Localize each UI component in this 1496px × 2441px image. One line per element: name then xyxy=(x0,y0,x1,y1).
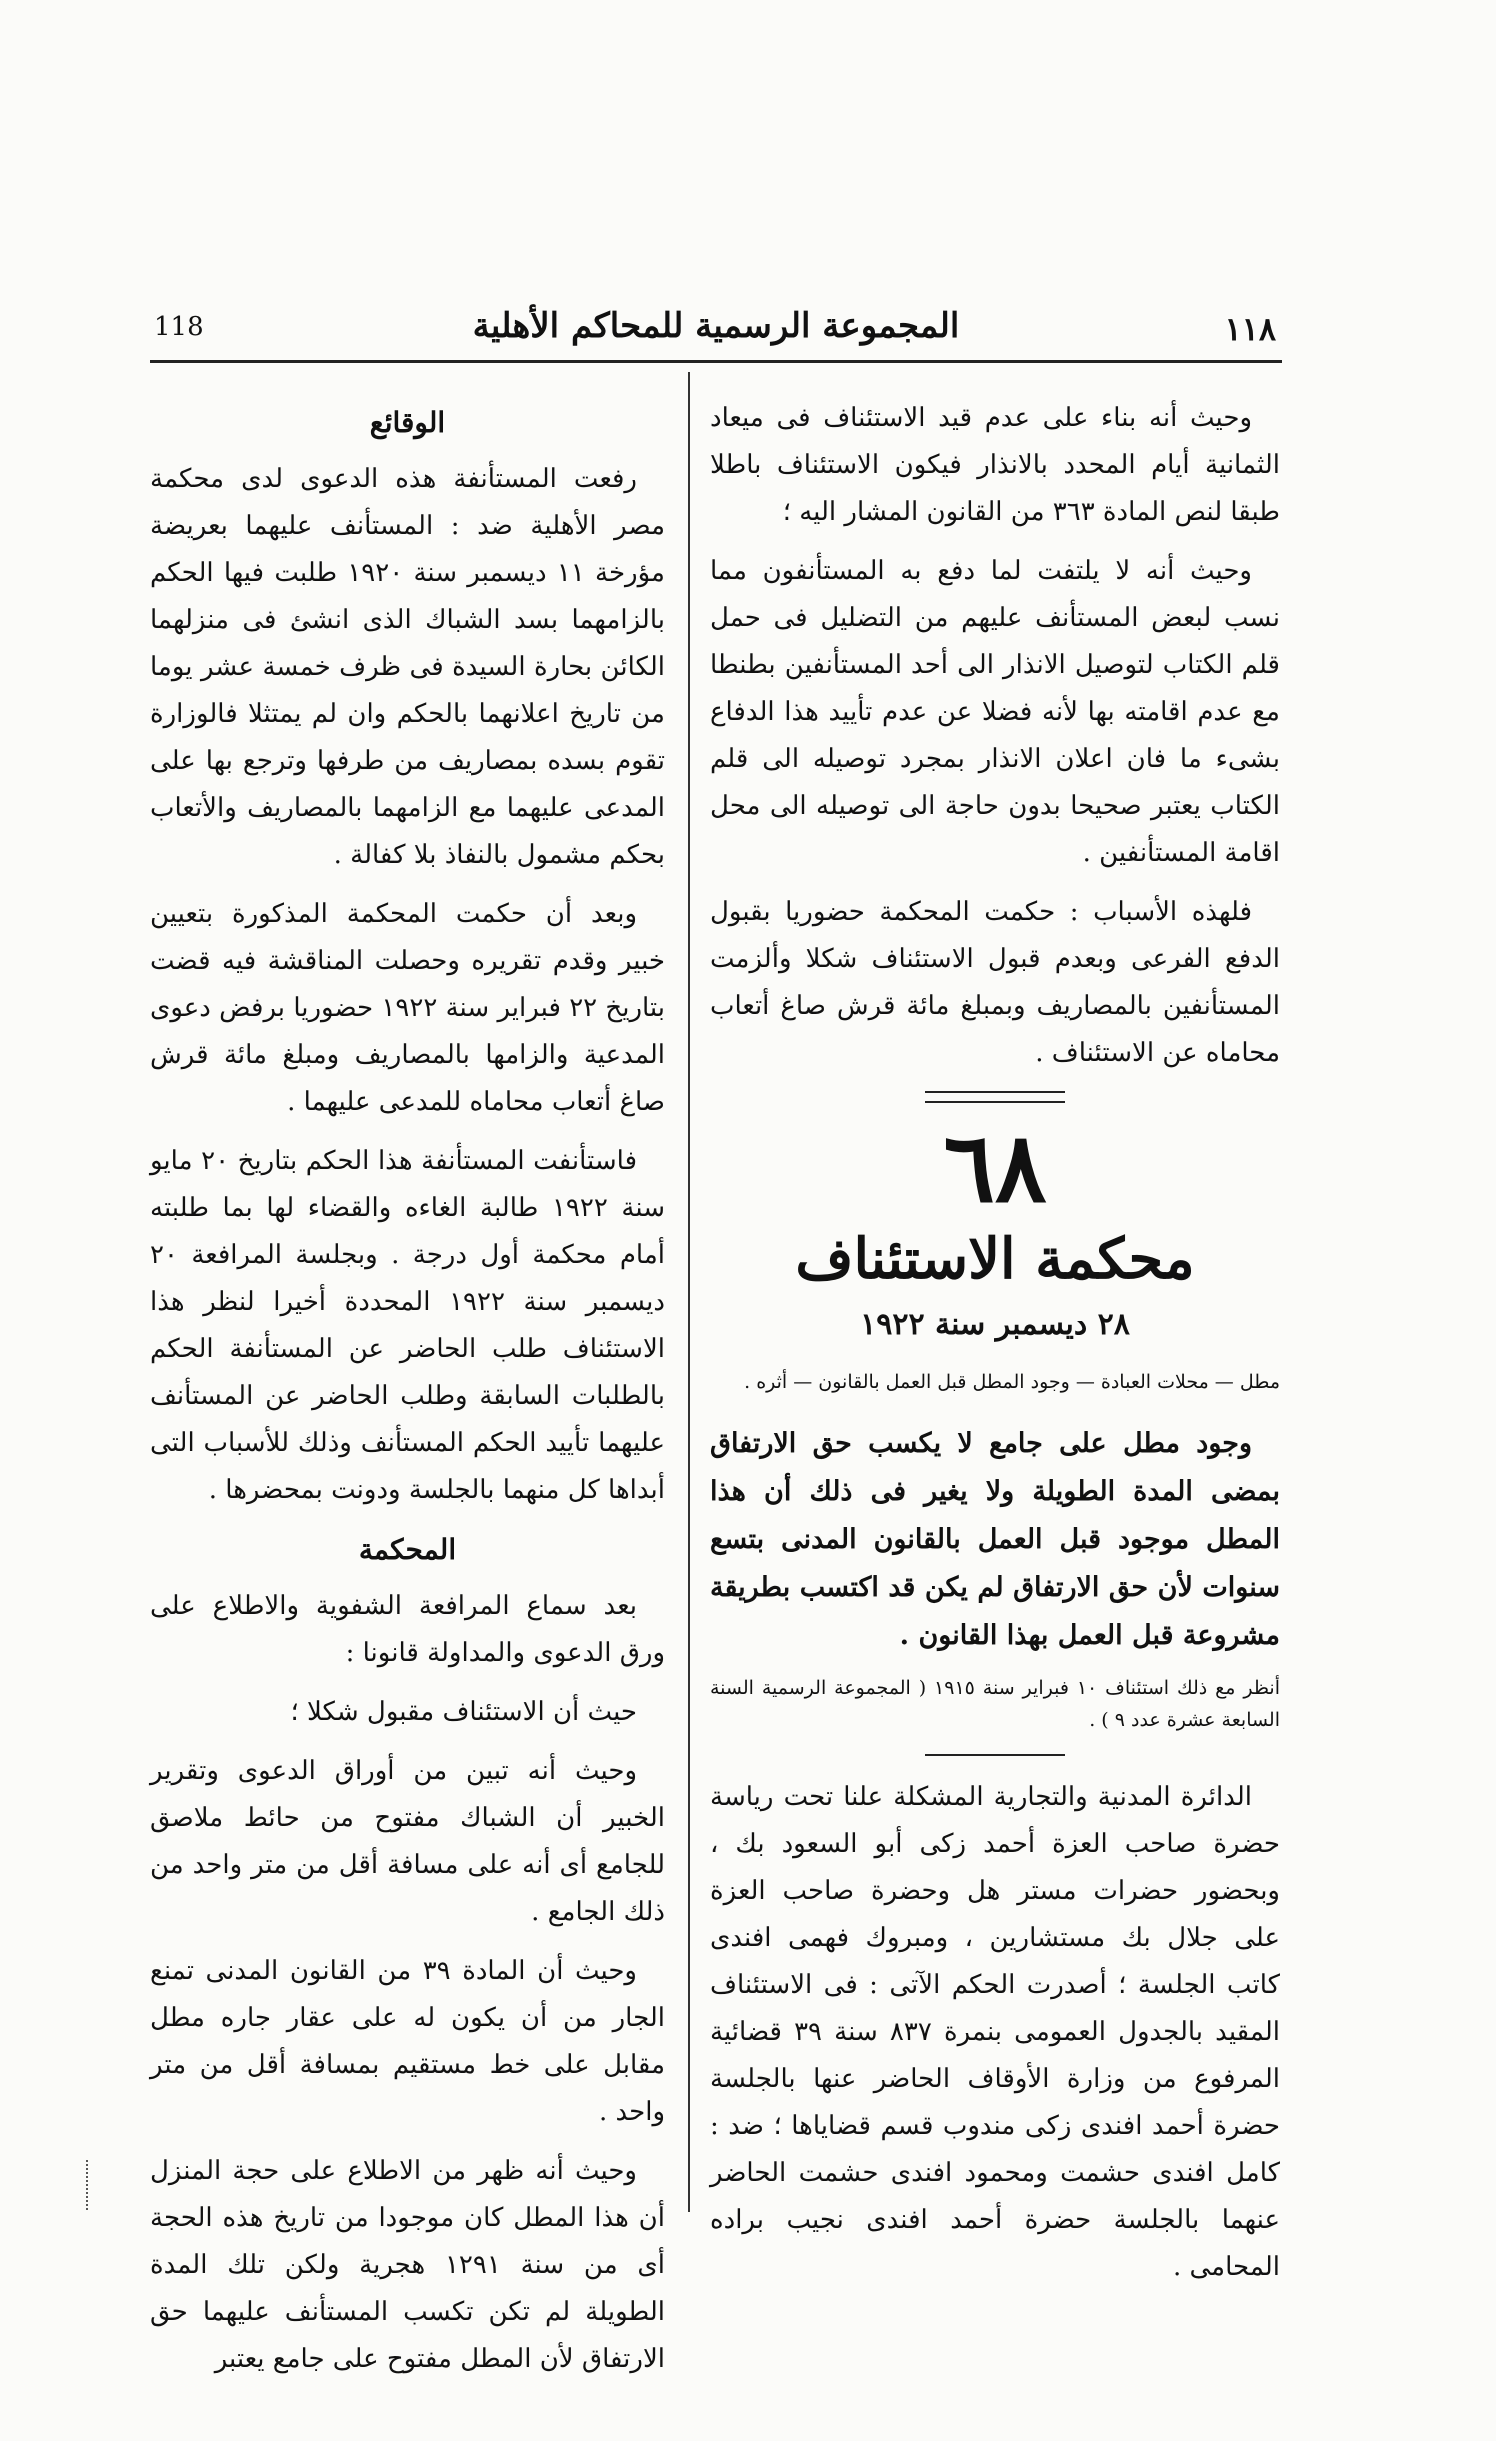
paragraph: بعد سماع المرافعة الشفوية والاطلاع على ورق الدعوى والمداولة قانونا : xyxy=(150,1591,665,1668)
paragraph: فاستأنفت المستأنفة هذا الحكم بتاريخ ٢٠ مايو سنة ١٩٢٢ طالبة الغاءه والقضاء لها بما طلبته أمام محكمة أول درجة . وبجلسة المرافعة ٢٠ ديسمبر سنة ١٩٢٢ المحددة أخيرا لنظر هذا الاستئناف طلب الحاضر عن المستأنفة الحكم بالطلبات السابقة وطلب الحاضر عن المستأنف عليهما تأييد الحكم المستأنف وذلك للأسباب التى أبداها كل منهما بالجلسة ودونت بمحضرها . xyxy=(150,1146,665,1505)
page-number-arabic: ١١٨ xyxy=(1224,310,1276,348)
court-heading: المحكمة xyxy=(358,1533,457,1566)
left-column xyxy=(150,395,665,2395)
paragraph: حيث أن الاستئناف مقبول شكلا ؛ xyxy=(290,1697,637,1727)
paragraph: فلهذه الأسباب : حكمت المحكمة حضوريا بقبول الدفع الفرعى وبعدم قبول الاستئناف شكلا وألزمت المستأنفين بالمصاريف وبمبلغ مائة قرش صاغ أتعاب محاماه عن الاستئناف . xyxy=(710,897,1280,1068)
case-date: ٢٨ ديسمبر سنة ١٩٢٢ xyxy=(860,1307,1130,1342)
margin-mark xyxy=(86,2160,92,2210)
running-title: المجموعة الرسمية للمحاكم الأهلية xyxy=(472,306,960,346)
paragraph: وحيث أنه تبين من أوراق الدعوى وتقرير الخبير أن الشباك مفتوح من حائط ملاصق للجامع أى أنه على مسافة أقل من متر واحد من ذلك الجامع . xyxy=(150,1756,665,1927)
paragraph: وبعد أن حكمت المحكمة المذكورة بتعيين خبير وقدم تقريره وحصلت المناقشة فيه قضت بتاريخ ٢٢ فبراير سنة ١٩٢٢ حضوريا برفض دعوى المدعية والزامها بالمصاريف ومبلغ مائة قرش صاغ أتعاب محاماه للمدعى عليهما . xyxy=(150,899,666,1117)
paragraph: وحيث أنه ظهر من الاطلاع على حجة المنزل أن هذا المطل كان موجودا من تاريخ هذه الحجة أى من سنة ١٢٩١ هجرية ولكن تلك المدة الطويلة لم تكن تكسب المستأنف عليهما حق الارتفاق لأن المطل مفتوح على جامع يعتبر xyxy=(150,2156,665,2374)
reference-note: أنظر مع ذلك استئناف ١٠ فبراير سنة ١٩١٥ ( المجموعة الرسمية السنة السابعة عشرة عدد ٩ ) . xyxy=(710,1677,1280,1731)
paragraph: وحيث أنه بناء على عدم قيد الاستئناف فى ميعاد الثمانية أيام المحدد بالانذار فيكون الاستئناف باطلا طبقا لنص المادة ٣٦٣ من القانون المشار اليه ؛ xyxy=(710,403,1280,527)
page-number-latin: 118 xyxy=(154,312,204,342)
right-column xyxy=(710,395,1280,2303)
keywords: مطل — محلات العبادة — وجود المطل قبل العمل بالقانون — أثره . xyxy=(744,1371,1280,1393)
page-header xyxy=(150,300,1282,363)
section-rule xyxy=(925,1754,1065,1756)
court-name: محكمة الاستئناف xyxy=(795,1226,1195,1292)
section-rule xyxy=(925,1091,1065,1103)
legal-principle: وجود مطل على جامع لا يكسب حق الارتفاق بمضى المدة الطويلة ولا يغير فى ذلك أن هذا المطل موجود قبل العمل بالقانون المدنى بتسع سنوات لأن حق الارتفاق لم يكن قد اكتسب بطريقة مشروعة قبل العمل بهذا القانون . xyxy=(710,1428,1280,1651)
paragraph: رفعت المستأنفة هذه الدعوى لدى محكمة مصر الأهلية ضد : المستأنف عليهما بعريضة مؤرخة ١١ ديسمبر سنة ١٩٢٠ طلبت فيها الحكم بالزامهما بسد الشباك الذى انشئ فى منزلهما الكائن بحارة السيدة فى ظرف خمسة عشر يوما من تاريخ اعلانهما بالحكم وان لم يمتثلا فالوزارة تقوم بسده بمصاريف من طرفها وترجع بها على المدعى عليهما مع الزامهما بالمصاريف والأتعاب بحكم مشمول بالنفاذ بلا كفالة . xyxy=(150,464,665,870)
bench-paragraph: الدائرة المدنية والتجارية المشكلة علنا تحت رياسة حضرة صاحب العزة أحمد زكى أبو السعود بك ، وبحضور حضرات مستر هل وحضرة صاحب العزة على جلال بك مستشارين ، ومبروك فهمى افندى كاتب الجلسة ؛ أصدرت الحكم الآتى : فى الاستئناف المقيد بالجدول العمومى بنمرة ٨٣٧ سنة ٣٩ قضائية المرفوع من وزارة الأوقاف الحاضر عنها بالجلسة حضرة أحمد افندى زكى مندوب قسم قضاياها ؛ ضد : كامل افندى حشمت ومحمود افندى حشمت الحاضر عنهما بالجلسة حضرة أحمد افندى نجيب براده المحامى . xyxy=(710,1782,1281,2282)
paragraph: وحيث أنه لا يلتفت لما دفع به المستأنفون مما نسب لبعض المستأنف عليهم من التضليل فى حمل قلم الكتاب لتوصيل الانذار الى أحد المستأنفين بطنطا مع عدم اقامته بها لأنه فضلا عن عدم تأييد هذا الدفاع بشىء ما فان اعلان الانذار بمجرد توصيله الى قلم الكتاب يعتبر صحيحا بدون حاجة الى توصيله الى محل اقامة المستأنفين . xyxy=(710,556,1280,868)
column-divider xyxy=(688,372,690,2212)
facts-heading: الوقائع xyxy=(369,406,446,439)
case-number: ٦٨ xyxy=(943,1111,1047,1224)
paragraph: وحيث أن المادة ٣٩ من القانون المدنى تمنع الجار من أن يكون له على عقار جاره مطل مقابل على خط مستقيم بمسافة أقل من متر واحد . xyxy=(150,1956,665,2127)
